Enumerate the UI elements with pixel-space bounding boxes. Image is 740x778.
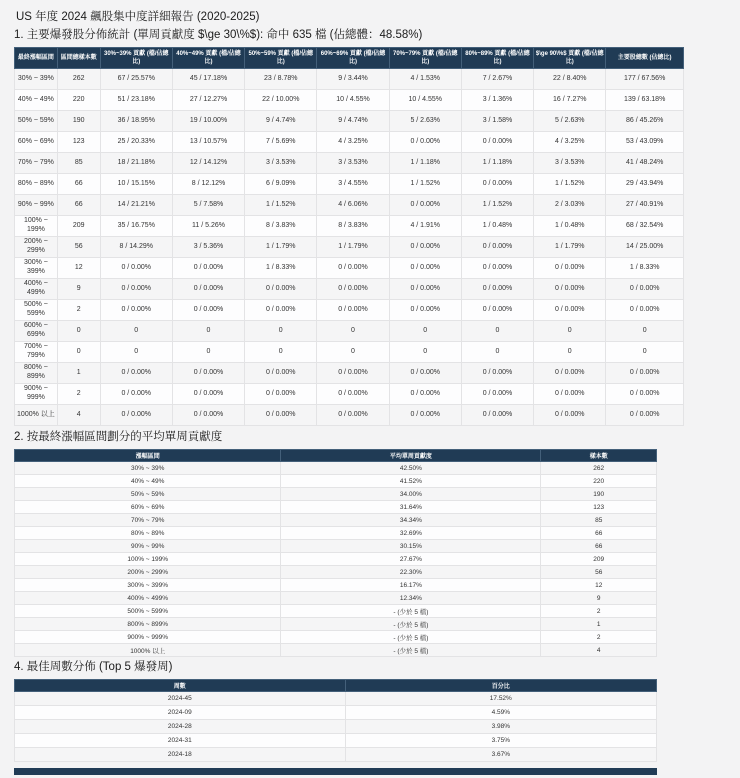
table-cell: 22.30%	[281, 566, 541, 579]
table-row	[15, 514, 657, 527]
table-cell: 300% ~ 399%	[15, 258, 58, 279]
table-cell: 0 / 0.00%	[100, 363, 172, 384]
table-cell: 27 / 12.27%	[172, 90, 244, 111]
table-row	[15, 527, 657, 540]
table-cell: 1 / 1.18%	[461, 153, 533, 174]
table-cell: 3 / 1.58%	[461, 111, 533, 132]
table-row	[15, 237, 684, 258]
avg-weekly-contribution-table	[14, 449, 657, 657]
table-cell: 4.59%	[345, 706, 656, 720]
table-cell: 0 / 0.00%	[389, 195, 461, 216]
table-cell: 300% ~ 399%	[15, 579, 281, 592]
table-cell: 2	[57, 384, 100, 405]
table-cell: 1 / 8.33%	[606, 258, 684, 279]
table-cell: 0	[172, 321, 244, 342]
table-cell: 100% ~ 199%	[15, 553, 281, 566]
table-cell: - (少於 5 檔)	[281, 605, 541, 618]
table-cell: 1 / 1.52%	[461, 195, 533, 216]
table-cell: 27 / 40.91%	[606, 195, 684, 216]
table-cell: 0 / 0.00%	[172, 258, 244, 279]
table-cell: 90% ~ 99%	[15, 540, 281, 553]
table-cell: 220	[57, 90, 100, 111]
table-cell: 0	[57, 321, 100, 342]
table-cell: 100% ~ 199%	[15, 216, 58, 237]
table-cell: 0 / 0.00%	[100, 405, 172, 426]
column-header: 區間總樣本數	[57, 48, 100, 69]
partial-next-table-header-bar	[14, 768, 657, 775]
table-cell: 50% ~ 59%	[15, 111, 58, 132]
table-cell: 0 / 0.00%	[172, 405, 244, 426]
column-header: 70%~79% 貢獻 (檔/佔總比)	[389, 48, 461, 69]
table-cell: 0	[245, 321, 317, 342]
table-cell: 40% ~ 49%	[15, 475, 281, 488]
table-cell: 80% ~ 89%	[15, 174, 58, 195]
table-cell: 0 / 0.00%	[389, 258, 461, 279]
table-cell: 10 / 4.55%	[389, 90, 461, 111]
table-cell: 2	[57, 300, 100, 321]
header-row	[15, 450, 657, 462]
table-cell: 45 / 17.18%	[172, 69, 244, 90]
table-cell: 31.64%	[281, 501, 541, 514]
table-cell: 400% ~ 499%	[15, 279, 58, 300]
table-cell: 34.00%	[281, 488, 541, 501]
table-cell: 1 / 1.79%	[534, 237, 606, 258]
table-cell: 3 / 4.55%	[317, 174, 389, 195]
table-cell: 0 / 0.00%	[389, 384, 461, 405]
table-cell: 66	[57, 174, 100, 195]
table-cell: 4 / 6.06%	[317, 195, 389, 216]
table-cell: 2 / 3.03%	[534, 195, 606, 216]
table-cell: 0 / 0.00%	[606, 363, 684, 384]
table-cell: 3 / 3.53%	[534, 153, 606, 174]
table-cell: 0 / 0.00%	[245, 279, 317, 300]
table-cell: 9	[57, 279, 100, 300]
table-cell: 42.50%	[281, 462, 541, 475]
table-cell: 0 / 0.00%	[100, 300, 172, 321]
table-cell: 262	[541, 462, 657, 475]
table-row	[15, 566, 657, 579]
table-cell: 262	[57, 69, 100, 90]
table-row	[15, 69, 684, 90]
table-cell: 123	[57, 132, 100, 153]
table-row	[15, 279, 684, 300]
column-header: 60%~69% 貢獻 (檔/佔總比)	[317, 48, 389, 69]
table-cell: 3.98%	[345, 720, 656, 734]
table-cell: 0	[57, 342, 100, 363]
table-cell: 70% ~ 79%	[15, 153, 58, 174]
table-cell: 0	[534, 321, 606, 342]
table-cell: 86 / 45.26%	[606, 111, 684, 132]
section2-heading: 2. 按最終漲幅區間劃分的平均單周貢獻度	[14, 431, 223, 444]
table-row	[15, 553, 657, 566]
table-row	[15, 90, 684, 111]
table-cell: 0 / 0.00%	[100, 279, 172, 300]
table-cell: 400% ~ 499%	[15, 592, 281, 605]
table-row	[15, 605, 657, 618]
table-cell: 0 / 0.00%	[245, 363, 317, 384]
table-cell: 900% ~ 999%	[15, 631, 281, 644]
table-cell: 0 / 0.00%	[461, 279, 533, 300]
table-cell: 17.52%	[345, 692, 656, 706]
table-cell: 1 / 1.18%	[389, 153, 461, 174]
table-row	[15, 405, 684, 426]
column-header: 30%~39% 貢獻 (檔/佔總比)	[100, 48, 172, 69]
column-header: 最終漲幅區間	[15, 48, 58, 69]
top-weeks-table	[14, 679, 657, 762]
table-cell: 30% ~ 39%	[15, 462, 281, 475]
table-row	[15, 475, 657, 488]
table-cell: 2024-09	[15, 706, 346, 720]
table-cell: 0 / 0.00%	[245, 300, 317, 321]
table-cell: 0 / 0.00%	[534, 300, 606, 321]
table-cell: 0	[100, 321, 172, 342]
table-cell: 123	[541, 501, 657, 514]
table-cell: 0	[172, 342, 244, 363]
table-row	[15, 300, 684, 321]
table-cell: 9	[541, 592, 657, 605]
table-cell: 66	[541, 540, 657, 553]
table-cell: 1 / 1.52%	[389, 174, 461, 195]
table-cell: 80% ~ 89%	[15, 527, 281, 540]
table-cell: 139 / 63.18%	[606, 90, 684, 111]
column-header: $\ge 90\%$ 貢獻 (檔/佔總比)	[534, 48, 606, 69]
table-cell: 60% ~ 69%	[15, 132, 58, 153]
table-cell: 0 / 0.00%	[172, 300, 244, 321]
table-cell: 3 / 3.53%	[245, 153, 317, 174]
table-cell: 177 / 67.56%	[606, 69, 684, 90]
column-header: 漲幅區間	[15, 450, 281, 462]
table-cell: 1 / 1.52%	[534, 174, 606, 195]
table-cell: 36 / 18.95%	[100, 111, 172, 132]
table-cell: 1000% 以上	[15, 405, 58, 426]
table-cell: 7 / 2.67%	[461, 69, 533, 90]
table-cell: 66	[57, 195, 100, 216]
table-cell: 23 / 8.78%	[245, 69, 317, 90]
table-cell: 209	[57, 216, 100, 237]
table-cell: 18 / 21.18%	[100, 153, 172, 174]
table-cell: 22 / 8.40%	[534, 69, 606, 90]
table-cell: 12.34%	[281, 592, 541, 605]
table-cell: 0 / 0.00%	[606, 384, 684, 405]
table-cell: 85	[541, 514, 657, 527]
table-cell: 0 / 0.00%	[317, 405, 389, 426]
table-cell: 4 / 3.25%	[534, 132, 606, 153]
table-cell: 0 / 0.00%	[461, 300, 533, 321]
table-cell: 0	[461, 321, 533, 342]
table-cell: 0 / 0.00%	[317, 363, 389, 384]
table-cell: 0 / 0.00%	[461, 384, 533, 405]
table-cell: 9 / 4.74%	[245, 111, 317, 132]
table-cell: 34.34%	[281, 514, 541, 527]
table-cell: 19 / 10.00%	[172, 111, 244, 132]
table-cell: 6 / 9.09%	[245, 174, 317, 195]
section1-heading: 1. 主要爆發股分佈統計 (單周貢獻度 $\ge 30\%$): 命中 635 檔 (佔總體：48.58%)	[14, 29, 423, 41]
table-cell: 4	[57, 405, 100, 426]
table-cell: 0	[389, 342, 461, 363]
table-cell: 0 / 0.00%	[461, 405, 533, 426]
table-cell: 900% ~ 999%	[15, 384, 58, 405]
table-cell: 0 / 0.00%	[534, 363, 606, 384]
table-cell: 3.75%	[345, 734, 656, 748]
table-cell: 0	[317, 321, 389, 342]
table-cell: 800% ~ 899%	[15, 363, 58, 384]
table-cell: 0 / 0.00%	[172, 279, 244, 300]
table-cell: 4 / 1.91%	[389, 216, 461, 237]
table-cell: 4 / 1.53%	[389, 69, 461, 90]
column-header: 平均單周貢獻度	[281, 450, 541, 462]
table-row	[15, 321, 684, 342]
table-cell: 0 / 0.00%	[245, 384, 317, 405]
column-header: 樣本數	[541, 450, 657, 462]
table-cell: 0	[534, 342, 606, 363]
table-cell: 0 / 0.00%	[461, 237, 533, 258]
table-cell: 4 / 3.25%	[317, 132, 389, 153]
table-cell: 0 / 0.00%	[317, 384, 389, 405]
table-cell: 51 / 23.18%	[100, 90, 172, 111]
table-cell: 0 / 0.00%	[172, 384, 244, 405]
table-row	[15, 618, 657, 631]
table-cell: 41 / 48.24%	[606, 153, 684, 174]
table-cell: 2	[541, 631, 657, 644]
table-cell: 0 / 0.00%	[100, 258, 172, 279]
table-cell: 8 / 12.12%	[172, 174, 244, 195]
table-row	[15, 111, 684, 132]
table-cell: 10 / 4.55%	[317, 90, 389, 111]
column-header: 50%~59% 貢獻 (檔/佔總比)	[245, 48, 317, 69]
table-cell: 40% ~ 49%	[15, 90, 58, 111]
column-header: 百分比	[345, 680, 656, 692]
table-cell: 8 / 3.83%	[317, 216, 389, 237]
table-cell: 0 / 0.00%	[461, 363, 533, 384]
table-cell: 0 / 0.00%	[534, 258, 606, 279]
table-row	[15, 644, 657, 657]
table-cell: 0 / 0.00%	[389, 237, 461, 258]
table-cell: 190	[541, 488, 657, 501]
table-cell: 41.52%	[281, 475, 541, 488]
table-cell: 67 / 25.57%	[100, 69, 172, 90]
table-cell: 0 / 0.00%	[317, 258, 389, 279]
table-cell: 2024-28	[15, 720, 346, 734]
table-cell: 0 / 0.00%	[172, 363, 244, 384]
table-cell: 2024-45	[15, 692, 346, 706]
table-row	[15, 153, 684, 174]
table-cell: 1 / 8.33%	[245, 258, 317, 279]
table-cell: 0 / 0.00%	[389, 363, 461, 384]
table-cell: 10 / 15.15%	[100, 174, 172, 195]
table-cell: 70% ~ 79%	[15, 514, 281, 527]
table-cell: 0 / 0.00%	[100, 384, 172, 405]
table-row	[15, 692, 657, 706]
table-cell: 16.17%	[281, 579, 541, 592]
table-row	[15, 216, 684, 237]
table-cell: 14 / 25.00%	[606, 237, 684, 258]
table-cell: 0 / 0.00%	[389, 405, 461, 426]
table-cell: 3 / 1.36%	[461, 90, 533, 111]
table-cell: 1 / 0.48%	[534, 216, 606, 237]
table-cell: 56	[541, 566, 657, 579]
table-cell: 0 / 0.00%	[461, 132, 533, 153]
table-cell: 0 / 0.00%	[534, 405, 606, 426]
table-cell: 1 / 1.52%	[245, 195, 317, 216]
table-cell: 16 / 7.27%	[534, 90, 606, 111]
table-row	[15, 342, 684, 363]
table-cell: 0 / 0.00%	[606, 300, 684, 321]
table-cell: 0	[606, 342, 684, 363]
table-cell: 3 / 3.53%	[317, 153, 389, 174]
table-cell: 1 / 1.79%	[317, 237, 389, 258]
table-cell: 0 / 0.00%	[389, 132, 461, 153]
table-row	[15, 734, 657, 748]
table-cell: 0	[317, 342, 389, 363]
table-row	[15, 501, 657, 514]
table-cell: 5 / 2.63%	[534, 111, 606, 132]
table-cell: 2	[541, 605, 657, 618]
table-cell: 56	[57, 237, 100, 258]
column-header: 主要股總數 (佔總比)	[606, 48, 684, 69]
explosive-stock-distribution-table	[14, 47, 684, 426]
table-cell: 0 / 0.00%	[389, 300, 461, 321]
table-cell: 53 / 43.09%	[606, 132, 684, 153]
table-row	[15, 748, 657, 762]
table-cell: 500% ~ 599%	[15, 605, 281, 618]
table-cell: 90% ~ 99%	[15, 195, 58, 216]
column-header: 周數	[15, 680, 346, 692]
table-cell: 1	[541, 618, 657, 631]
table-cell: 800% ~ 899%	[15, 618, 281, 631]
table-cell: 68 / 32.54%	[606, 216, 684, 237]
table-cell: - (少於 5 檔)	[281, 618, 541, 631]
table-row	[15, 462, 657, 475]
table-cell: 0 / 0.00%	[245, 405, 317, 426]
table-cell: 85	[57, 153, 100, 174]
table-row	[15, 592, 657, 605]
table-cell: 2024-18	[15, 748, 346, 762]
header-row	[15, 48, 684, 69]
table-row	[15, 363, 684, 384]
table-cell: 200% ~ 299%	[15, 566, 281, 579]
table-cell: - (少於 5 檔)	[281, 631, 541, 644]
table-cell: 3.67%	[345, 748, 656, 762]
table-cell: 209	[541, 553, 657, 566]
table-cell: 7 / 5.69%	[245, 132, 317, 153]
table-cell: 5 / 2.63%	[389, 111, 461, 132]
table-cell: 9 / 3.44%	[317, 69, 389, 90]
table-cell: 8 / 14.29%	[100, 237, 172, 258]
table-cell: 12	[541, 579, 657, 592]
table-row	[15, 174, 684, 195]
table-row	[15, 488, 657, 501]
table-cell: 0	[461, 342, 533, 363]
header-row	[15, 680, 657, 692]
table-cell: 1 / 0.48%	[461, 216, 533, 237]
table-cell: 0 / 0.00%	[317, 279, 389, 300]
section4-heading: 4. 最佳周數分佈 (Top 5 爆發周)	[14, 661, 173, 674]
table-cell: 50% ~ 59%	[15, 488, 281, 501]
table-cell: 12 / 14.12%	[172, 153, 244, 174]
table-cell: 5 / 7.58%	[172, 195, 244, 216]
table-cell: 25 / 20.33%	[100, 132, 172, 153]
table-cell: 0	[245, 342, 317, 363]
table-cell: 66	[541, 527, 657, 540]
table-row	[15, 540, 657, 553]
table-cell: 14 / 21.21%	[100, 195, 172, 216]
table-cell: 0 / 0.00%	[389, 279, 461, 300]
table-row	[15, 258, 684, 279]
table-cell: 12	[57, 258, 100, 279]
table-cell: 600% ~ 699%	[15, 321, 58, 342]
table-cell: 9 / 4.74%	[317, 111, 389, 132]
table-cell: 2024-31	[15, 734, 346, 748]
table-cell: 190	[57, 111, 100, 132]
table-cell: 0	[389, 321, 461, 342]
table-cell: 0 / 0.00%	[534, 279, 606, 300]
page-title: US 年度 2024 飆股集中度詳細報告 (2020-2025)	[16, 11, 260, 23]
table-cell: 13 / 10.57%	[172, 132, 244, 153]
table-cell: 0 / 0.00%	[461, 174, 533, 195]
table-cell: 220	[541, 475, 657, 488]
table-cell: 22 / 10.00%	[245, 90, 317, 111]
table-cell: 29 / 43.94%	[606, 174, 684, 195]
table-cell: 0 / 0.00%	[534, 384, 606, 405]
table-cell: 500% ~ 599%	[15, 300, 58, 321]
table-cell: 0 / 0.00%	[461, 258, 533, 279]
table-row	[15, 195, 684, 216]
table-cell: 11 / 5.26%	[172, 216, 244, 237]
table-cell: 3 / 5.36%	[172, 237, 244, 258]
table-row	[15, 579, 657, 592]
table-row	[15, 720, 657, 734]
table-cell: 200% ~ 299%	[15, 237, 58, 258]
table-cell: 4	[541, 644, 657, 657]
table-cell: 30% ~ 39%	[15, 69, 58, 90]
table-cell: 1	[57, 363, 100, 384]
table-cell: 27.67%	[281, 553, 541, 566]
table-cell: 8 / 3.83%	[245, 216, 317, 237]
table-row	[15, 706, 657, 720]
table-cell: 32.69%	[281, 527, 541, 540]
table-cell: - (少於 5 檔)	[281, 644, 541, 657]
table-cell: 0 / 0.00%	[606, 279, 684, 300]
table-row	[15, 132, 684, 153]
table-cell: 1000% 以上	[15, 644, 281, 657]
column-header: 40%~49% 貢獻 (檔/佔總比)	[172, 48, 244, 69]
table-cell: 0 / 0.00%	[317, 300, 389, 321]
table-cell: 1 / 1.79%	[245, 237, 317, 258]
table-cell: 30.15%	[281, 540, 541, 553]
column-header: 80%~89% 貢獻 (檔/佔總比)	[461, 48, 533, 69]
table-cell: 60% ~ 69%	[15, 501, 281, 514]
table-cell: 0	[100, 342, 172, 363]
table-row	[15, 384, 684, 405]
table-cell: 0 / 0.00%	[606, 405, 684, 426]
table-row	[15, 631, 657, 644]
table-cell: 700% ~ 799%	[15, 342, 58, 363]
table-cell: 35 / 16.75%	[100, 216, 172, 237]
table-cell: 0	[606, 321, 684, 342]
